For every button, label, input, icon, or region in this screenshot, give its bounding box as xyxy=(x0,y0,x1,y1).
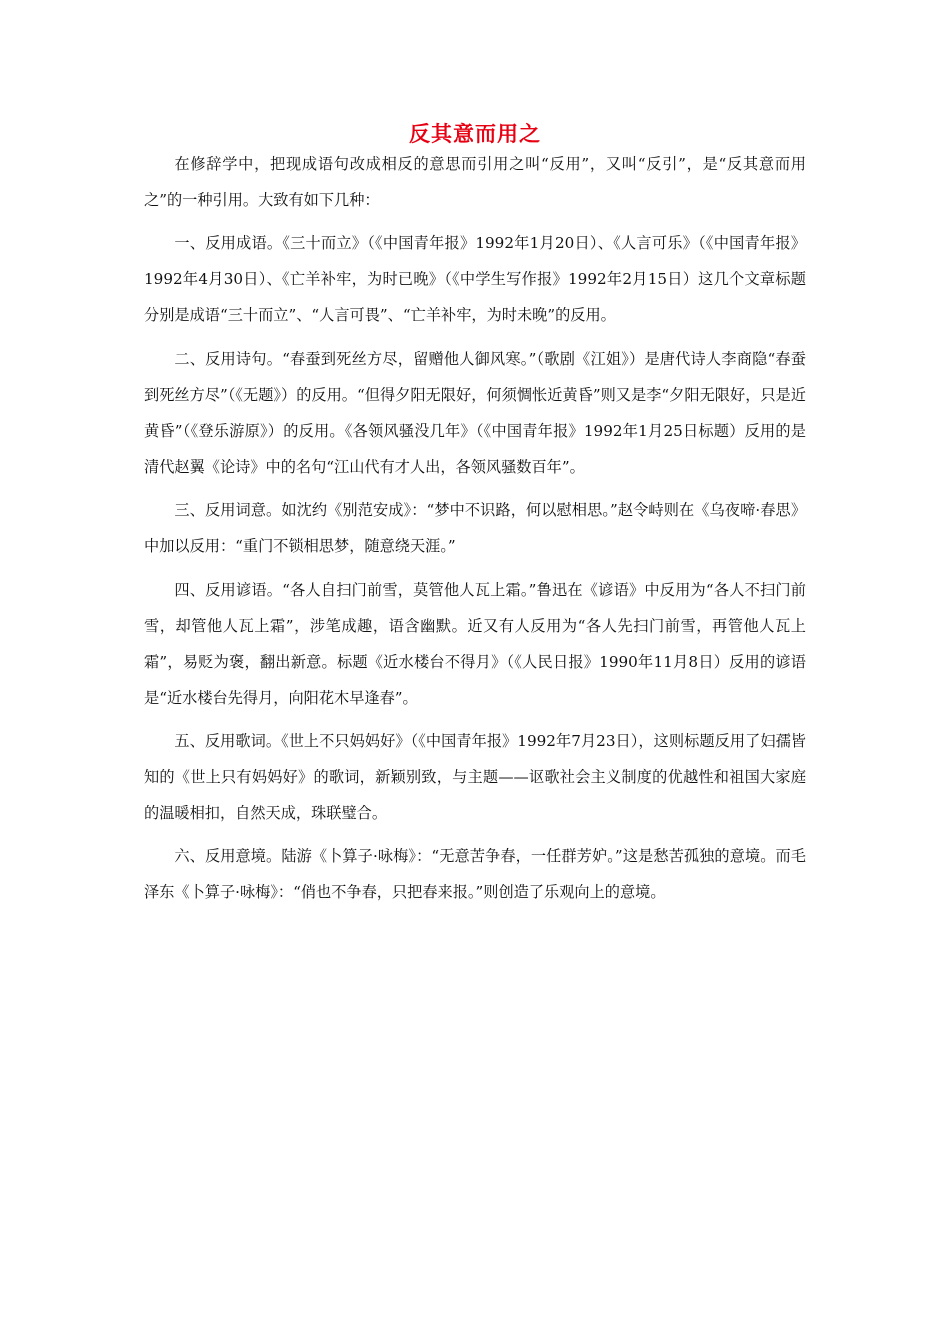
document-title: 反其意而用之 xyxy=(409,122,541,146)
paragraph-poems: 二、反用诗句。“春蚕到死丝方尽，留赠他人御风寒。”（歌剧《江姐》）是唐代诗人李商隐“春蚕到死丝方尽”（《无题》）的反用。“但得夕阳无限好，何须惆怅近黄昏”则又是李“夕阳无限好，只是近黄昏”（《登乐游原》）的反用。《各领风骚没几年》（《中国青年报》1992年1月25日标题）反用的是清代赵翼《论诗》中的名句“江山代有才人出，各领风骚数百年”。 xyxy=(144,349,806,476)
paragraph-proverbs: 四、反用谚语。“各人自扫门前雪，莫管他人瓦上霜。”鲁迅在《谚语》中反用为“各人不扫门前雪，却管他人瓦上霜”，涉笔成趣，语含幽默。近又有人反用为“各人先扫门前雪，再管他人瓦上霜”，易贬为褒，翻出新意。标题《近水楼台不得月》（《人民日报》1990年11月8日）反用的谚语是“近水楼台先得月，向阳花木早逢春”。 xyxy=(144,580,806,707)
paragraph-imagery: 六、反用意境。陆游《卜算子·咏梅》：“无意苦争春，一任群芳妒。”这是愁苦孤独的意境。而毛泽东《卜算子·咏梅》：“俏也不争春，只把春来报。”则创造了乐观向上的意境。 xyxy=(144,847,806,902)
document-body xyxy=(144,146,806,918)
paragraph-idioms: 一、反用成语。《三十而立》（《中国青年报》1992年1月20日）、《人言可乐》（《中国青年报》1992年4月30日）、《亡羊补牢，为时已晚》（《中学生写作报》1992年2月15日）这几个文章标题分别是成语“三十而立”、“人言可畏”、“亡羊补牢，为时未晚”的反用。 xyxy=(144,234,806,325)
paragraph-ci: 三、反用词意。如沈约《别范安成》：“梦中不识路，何以慰相思。”赵令峙则在《乌夜啼·春思》中加以反用：“重门不锁相思梦，随意绕天涯。” xyxy=(144,501,806,556)
paragraph-lyrics: 五、反用歌词。《世上不只妈妈好》（《中国青年报》1992年7月23日），这则标题反用了妇孺皆知的《世上只有妈妈好》的歌词，新颖别致，与主题——讴歌社会主义制度的优越性和祖国大家庭的温暖相扣，自然天成，珠联璧合。 xyxy=(144,731,806,822)
paragraph-intro: 在修辞学中，把现成语句改成相反的意思而引用之叫“反用”，又叫“反引”，是“反其意而用之”的一种引用。大致有如下几种： xyxy=(144,155,806,209)
